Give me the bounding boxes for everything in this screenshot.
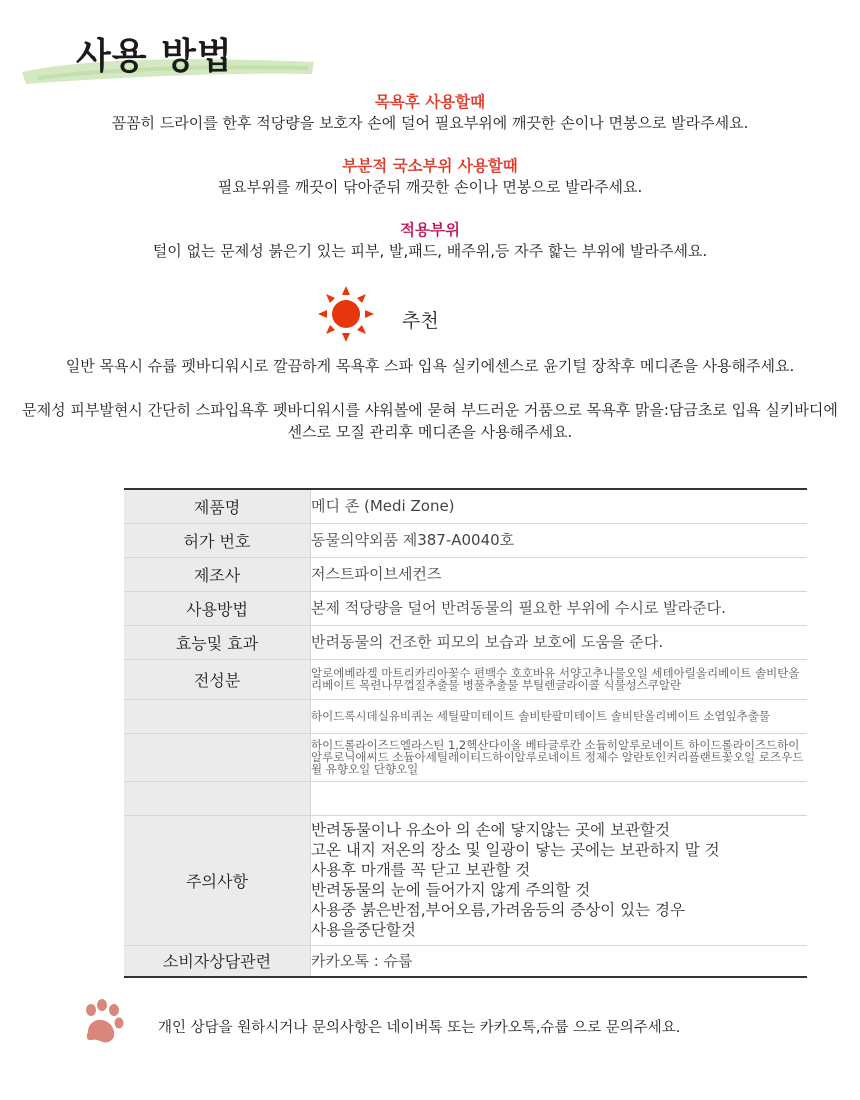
row-label: 제품명: [124, 489, 311, 523]
usage-after-bath: [0, 92, 860, 134]
row-label: 허가 번호: [124, 523, 311, 557]
row-label: 효능및 효과: [124, 625, 311, 659]
row-label: 소비자상담관련: [124, 945, 311, 977]
table-row: [124, 815, 807, 945]
recommend-label: 추천: [402, 310, 439, 332]
row-value: 카카오톡 : 슈룹: [311, 945, 808, 977]
title-area: [14, 26, 314, 82]
table-row: [124, 523, 807, 557]
table-row: [124, 489, 807, 523]
usage-heading: 적용부위: [400, 221, 460, 239]
table-row: [124, 733, 807, 781]
table-row: [124, 659, 807, 699]
row-label-empty: [124, 781, 311, 815]
usage-section: [0, 92, 860, 284]
row-label: 사용방법: [124, 591, 311, 625]
table-row: [124, 781, 807, 815]
usage-local-area: [0, 156, 860, 198]
caution-item: 반려동물의 눈에 들어가지 않게 주의할 것: [311, 881, 591, 899]
row-value: 동물의약외품 제387-A0040호: [311, 523, 808, 557]
row-value: 반려동물의 건조한 피모의 보습과 보호에 도움을 준다.: [311, 625, 808, 659]
row-label-empty: [124, 699, 311, 733]
usage-heading: 목욕후 사용할때: [374, 93, 486, 111]
row-value: 메디 존 (Medi Zone): [311, 489, 808, 523]
consultation-text: 개인 상담을 원하시거나 문의사항은 네이버톡 또는 카카오톡,슈룹 으로 문의주세요.: [158, 1020, 681, 1036]
table-row: [124, 557, 807, 591]
caution-item: 고온 내지 저온의 장소 및 일광이 닿는 곳에는 보관하지 말 것: [311, 841, 720, 859]
caution-list: [311, 815, 808, 945]
recommend-text-2: 문제성 피부발현시 간단히 스파입욕후 펫바디워시를 샤워볼에 묻혀 부드러운 거품으로 목욕후 맑을:담금초로 입욕 실키바디에센스로 모질 관리후 메디존을 사용해주세요.: [22, 401, 838, 441]
usage-heading: 부분적 국소부위 사용할때: [342, 157, 518, 175]
usage-text: 털이 없는 문제성 붉은기 있는 피부, 발,패드, 배주위,등 자주 핥는 부위에 발라주세요.: [152, 242, 708, 260]
recommend-text-1: 일반 목욕시 슈룹 펫바디워시로 깔끔하게 목욕후 스파 입욕 실키에센스로 윤기털 장착후 메디존을 사용해주세요.: [65, 357, 795, 375]
table-row: [124, 699, 807, 733]
caution-item: 사용후 마개를 꼭 닫고 보관할 것: [311, 861, 531, 879]
caution-item: 사용을중단할것: [311, 921, 416, 939]
row-value: 저스트파이브세컨즈: [311, 557, 808, 591]
product-info-table: [124, 488, 807, 978]
row-label-empty: [124, 733, 311, 781]
table-row: [124, 945, 807, 977]
usage-text: 필요부위를 깨끗이 닦아준뒤 깨끗한 손이나 면봉으로 발라주세요.: [217, 178, 643, 196]
caution-item: 반려동물이나 유소아 의 손에 닿지않는 곳에 보관할것: [311, 821, 670, 839]
row-label: 제조사: [124, 557, 311, 591]
table-row: [124, 625, 807, 659]
usage-text: 꼼꼼히 드라이를 한후 적당량을 보호자 손에 덜어 필요부위에 깨끗한 손이나 면봉으로 발라주세요.: [111, 114, 749, 132]
usage-application-area: [0, 220, 860, 262]
ingredients-part-1: 알로에베라겔 마트리카리아꽃수 편백수 호호바유 서양고추나물오일 세테아릴올리베이트 솔비탄올리베이트 목련나무껍질추출물 병풀추출물 부틸렌글라이콜 식물성스쿠알란: [311, 659, 808, 699]
page-title: 사용 방법: [76, 36, 233, 77]
caution-item: 사용중 붉은반점,부어오름,가려움등의 증상이 있는 경우: [311, 901, 685, 919]
ingredients-part-3: 하이드롤라이즈드엘라스틴 1,2헥산다이올 베타글루칸 소듐히알루로네이트 하이드롤라이즈드하이알루로닉애씨드 소듐아세틸레이티드하이알루로네이트 정제수 알란토인커리플랜트꽃오일 로즈우드윌 유향오일 단향오일: [311, 733, 808, 781]
row-value-empty: [311, 781, 808, 815]
row-label: 전성분: [124, 659, 311, 699]
row-value: 본제 적당량을 덜어 반려동물의 필요한 부위에 수시로 발라준다.: [311, 591, 808, 625]
sun-icon: [318, 286, 374, 342]
ingredients-part-2: 하이드록시데실유비퀴논 세틸팔미테이트 솔비탄팔미테이트 솔비탄올리베이트 소엽잎추출물: [311, 699, 808, 733]
table-row: [124, 591, 807, 625]
paw-icon: [80, 998, 126, 1046]
row-label: 주의사항: [124, 815, 311, 945]
